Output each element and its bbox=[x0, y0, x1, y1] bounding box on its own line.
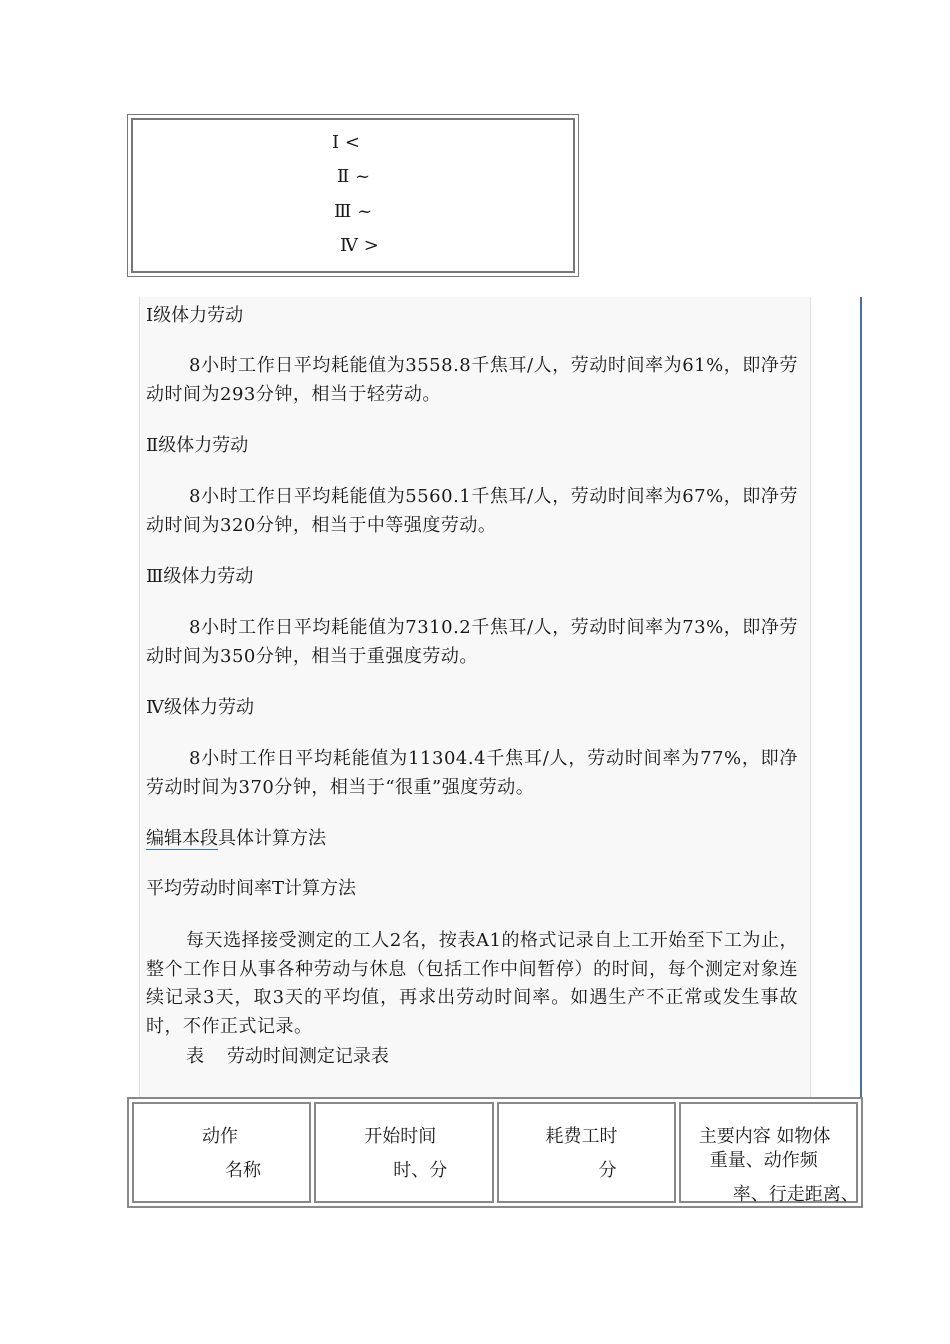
level-line-3: Ⅲ ~ bbox=[334, 201, 373, 222]
header-text: 主要内容 如物体 bbox=[698, 1126, 831, 1147]
section-body-1: 8小时工作日平均耗能值为3558.8千焦耳/人，劳动时间率为61%，即净劳动时间为293分钟，相当于轻劳动。 bbox=[146, 355, 798, 405]
header-text: 重量、动作频 bbox=[709, 1150, 818, 1171]
header-cell-hours bbox=[497, 1102, 676, 1203]
level-line-1: Ⅰ < bbox=[332, 132, 360, 153]
panel-border bbox=[860, 297, 862, 1100]
t-method-heading: 平均劳动时间率T计算方法 bbox=[146, 878, 357, 899]
header-text: 分 bbox=[598, 1160, 617, 1181]
header-text: 名称 bbox=[225, 1160, 261, 1181]
section-body-4: 8小时工作日平均耗能值为11304.4千焦耳/人，劳动时间率为77%，即净劳动时间为370分钟，相当于“很重”强度劳动。 bbox=[146, 748, 798, 798]
levels-box bbox=[127, 114, 579, 277]
method-title: 具体计算方法 bbox=[218, 828, 326, 849]
method-section-title bbox=[146, 825, 798, 854]
level-line-2: Ⅱ ~ bbox=[337, 166, 371, 187]
section-heading-1: Ⅰ级体力劳动 bbox=[146, 305, 244, 326]
level-line-4: Ⅳ > bbox=[340, 235, 379, 256]
t-method-body: 每天选择接受测定的工人2名，按表A1的格式记录自上工开始至下工为止，整个工作日从事各种劳动与休息（包括工作中间暂停）的时间，每个测定对象连续记录3天，取3天的平均值，再求出劳动时间率。如遇生产不正常或发生事故时，不作正式记录。 bbox=[146, 930, 798, 1037]
table-caption: 表 劳动时间测定记录表 bbox=[186, 1046, 389, 1067]
time-record-table bbox=[127, 1097, 863, 1208]
header-cell-start-time bbox=[314, 1102, 493, 1203]
header-text: 率、行走距离、 bbox=[732, 1184, 859, 1205]
section-heading-4: Ⅳ级体力劳动 bbox=[146, 697, 254, 718]
header-text: 动作 bbox=[202, 1126, 238, 1147]
header-cell-content bbox=[679, 1102, 858, 1203]
header-cell-action bbox=[132, 1102, 311, 1203]
section-heading-3: Ⅲ级体力劳动 bbox=[146, 566, 254, 587]
header-text: 耗费工时 bbox=[545, 1126, 618, 1147]
header-text: 开始时间 bbox=[364, 1126, 437, 1147]
section-heading-2: Ⅱ级体力劳动 bbox=[146, 435, 249, 456]
header-text: 时、分 bbox=[393, 1160, 448, 1181]
section-body-3: 8小时工作日平均耗能值为7310.2千焦耳/人，劳动时间率为73%，即净劳动时间为350分钟，相当于重强度劳动。 bbox=[146, 617, 798, 667]
section-body-2: 8小时工作日平均耗能值为5560.1千焦耳/人，劳动时间率为67%，即净劳动时间为320分钟，相当于中等强度劳动。 bbox=[146, 486, 798, 536]
edit-section-link[interactable]: 编辑本段 bbox=[146, 828, 218, 849]
